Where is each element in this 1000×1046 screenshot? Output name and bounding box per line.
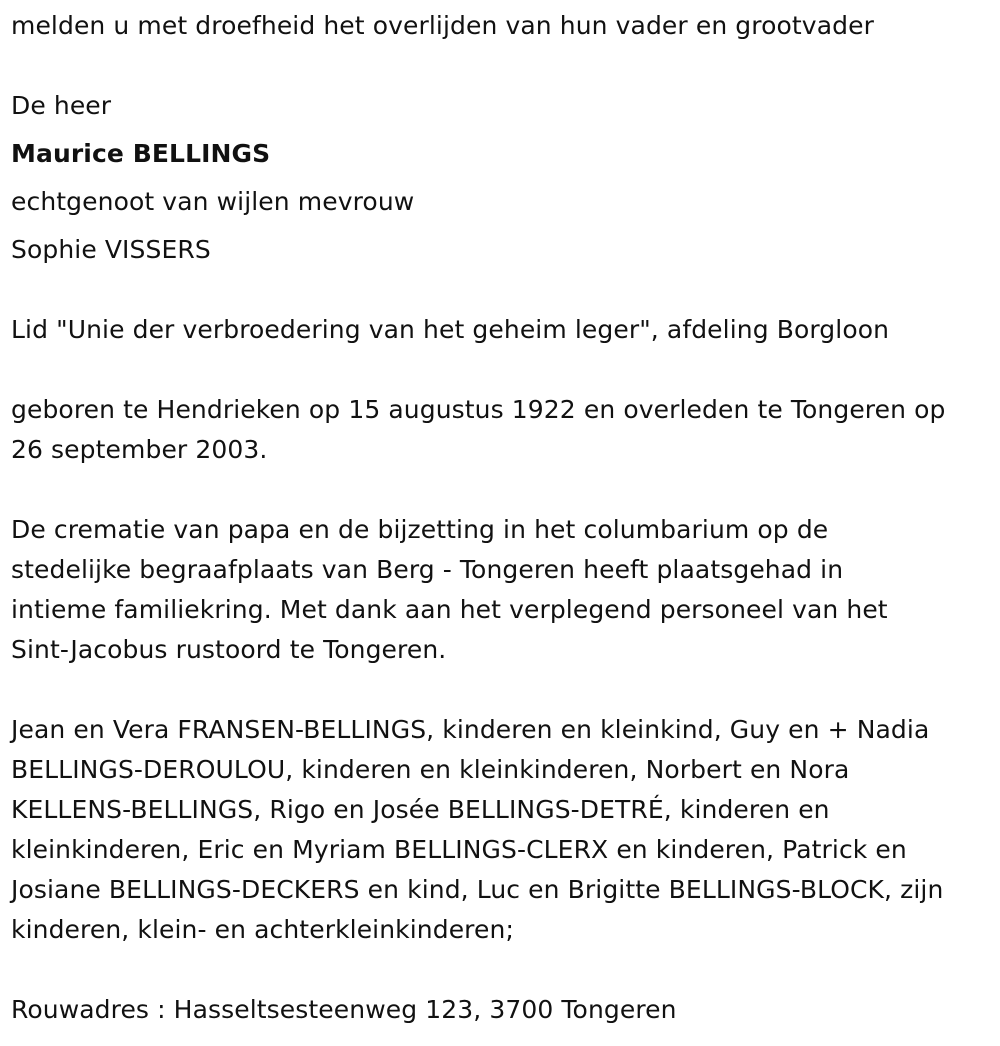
honorific: De heer bbox=[11, 91, 112, 120]
family-line: Jean en Vera FRANSEN-BELLINGS, kinderen en kleinkind, Guy en + Nadia bbox=[11, 715, 930, 744]
ceremony-line: Sint-Jacobus rustoord te Tongeren. bbox=[11, 635, 447, 664]
birth-death-line: geboren te Hendrieken op 15 augustus 1922 en overleden te Tongeren op bbox=[11, 395, 946, 424]
ceremony-line: intieme familiekring. Met dank aan het verplegend personeel van het bbox=[11, 595, 888, 624]
spouse-name: Sophie VISSERS bbox=[11, 235, 211, 264]
family-line: Josiane BELLINGS-DECKERS en kind, Luc en Brigitte BELLINGS-BLOCK, zijn bbox=[11, 875, 944, 904]
death-announcement bbox=[11, 0, 996, 1030]
mourning-address: Rouwadres : Hasseltsesteenweg 123, 3700 Tongeren bbox=[11, 995, 677, 1024]
spouse-line: echtgenoot van wijlen mevrouw bbox=[11, 187, 415, 216]
family-line: kleinkinderen, Eric en Myriam BELLINGS-CLERX en kinderen, Patrick en bbox=[11, 835, 907, 864]
birth-death-paragraph bbox=[11, 390, 996, 470]
membership-text: Lid "Unie der verbroedering van het geheim leger", afdeling Borgloon bbox=[11, 315, 890, 344]
family-paragraph bbox=[11, 710, 996, 950]
deceased-name: Maurice BELLINGS bbox=[11, 139, 271, 168]
birth-death-line: 26 september 2003. bbox=[11, 435, 268, 464]
ceremony-line: stedelijke begraafplaats van Berg - Tongeren heeft plaatsgehad in bbox=[11, 555, 844, 584]
intro-text: melden u met droefheid het overlijden van hun vader en grootvader bbox=[11, 11, 874, 40]
ceremony-line: De crematie van papa en de bijzetting in het columbarium op de bbox=[11, 515, 829, 544]
family-line: BELLINGS-DEROULOU, kinderen en kleinkinderen, Norbert en Nora bbox=[11, 755, 850, 784]
family-line: kinderen, klein- en achterkleinkinderen; bbox=[11, 915, 514, 944]
family-line: KELLENS-BELLINGS, Rigo en Josée BELLINGS-DETRÉ, kinderen en bbox=[11, 795, 830, 824]
ceremony-paragraph bbox=[11, 510, 996, 670]
